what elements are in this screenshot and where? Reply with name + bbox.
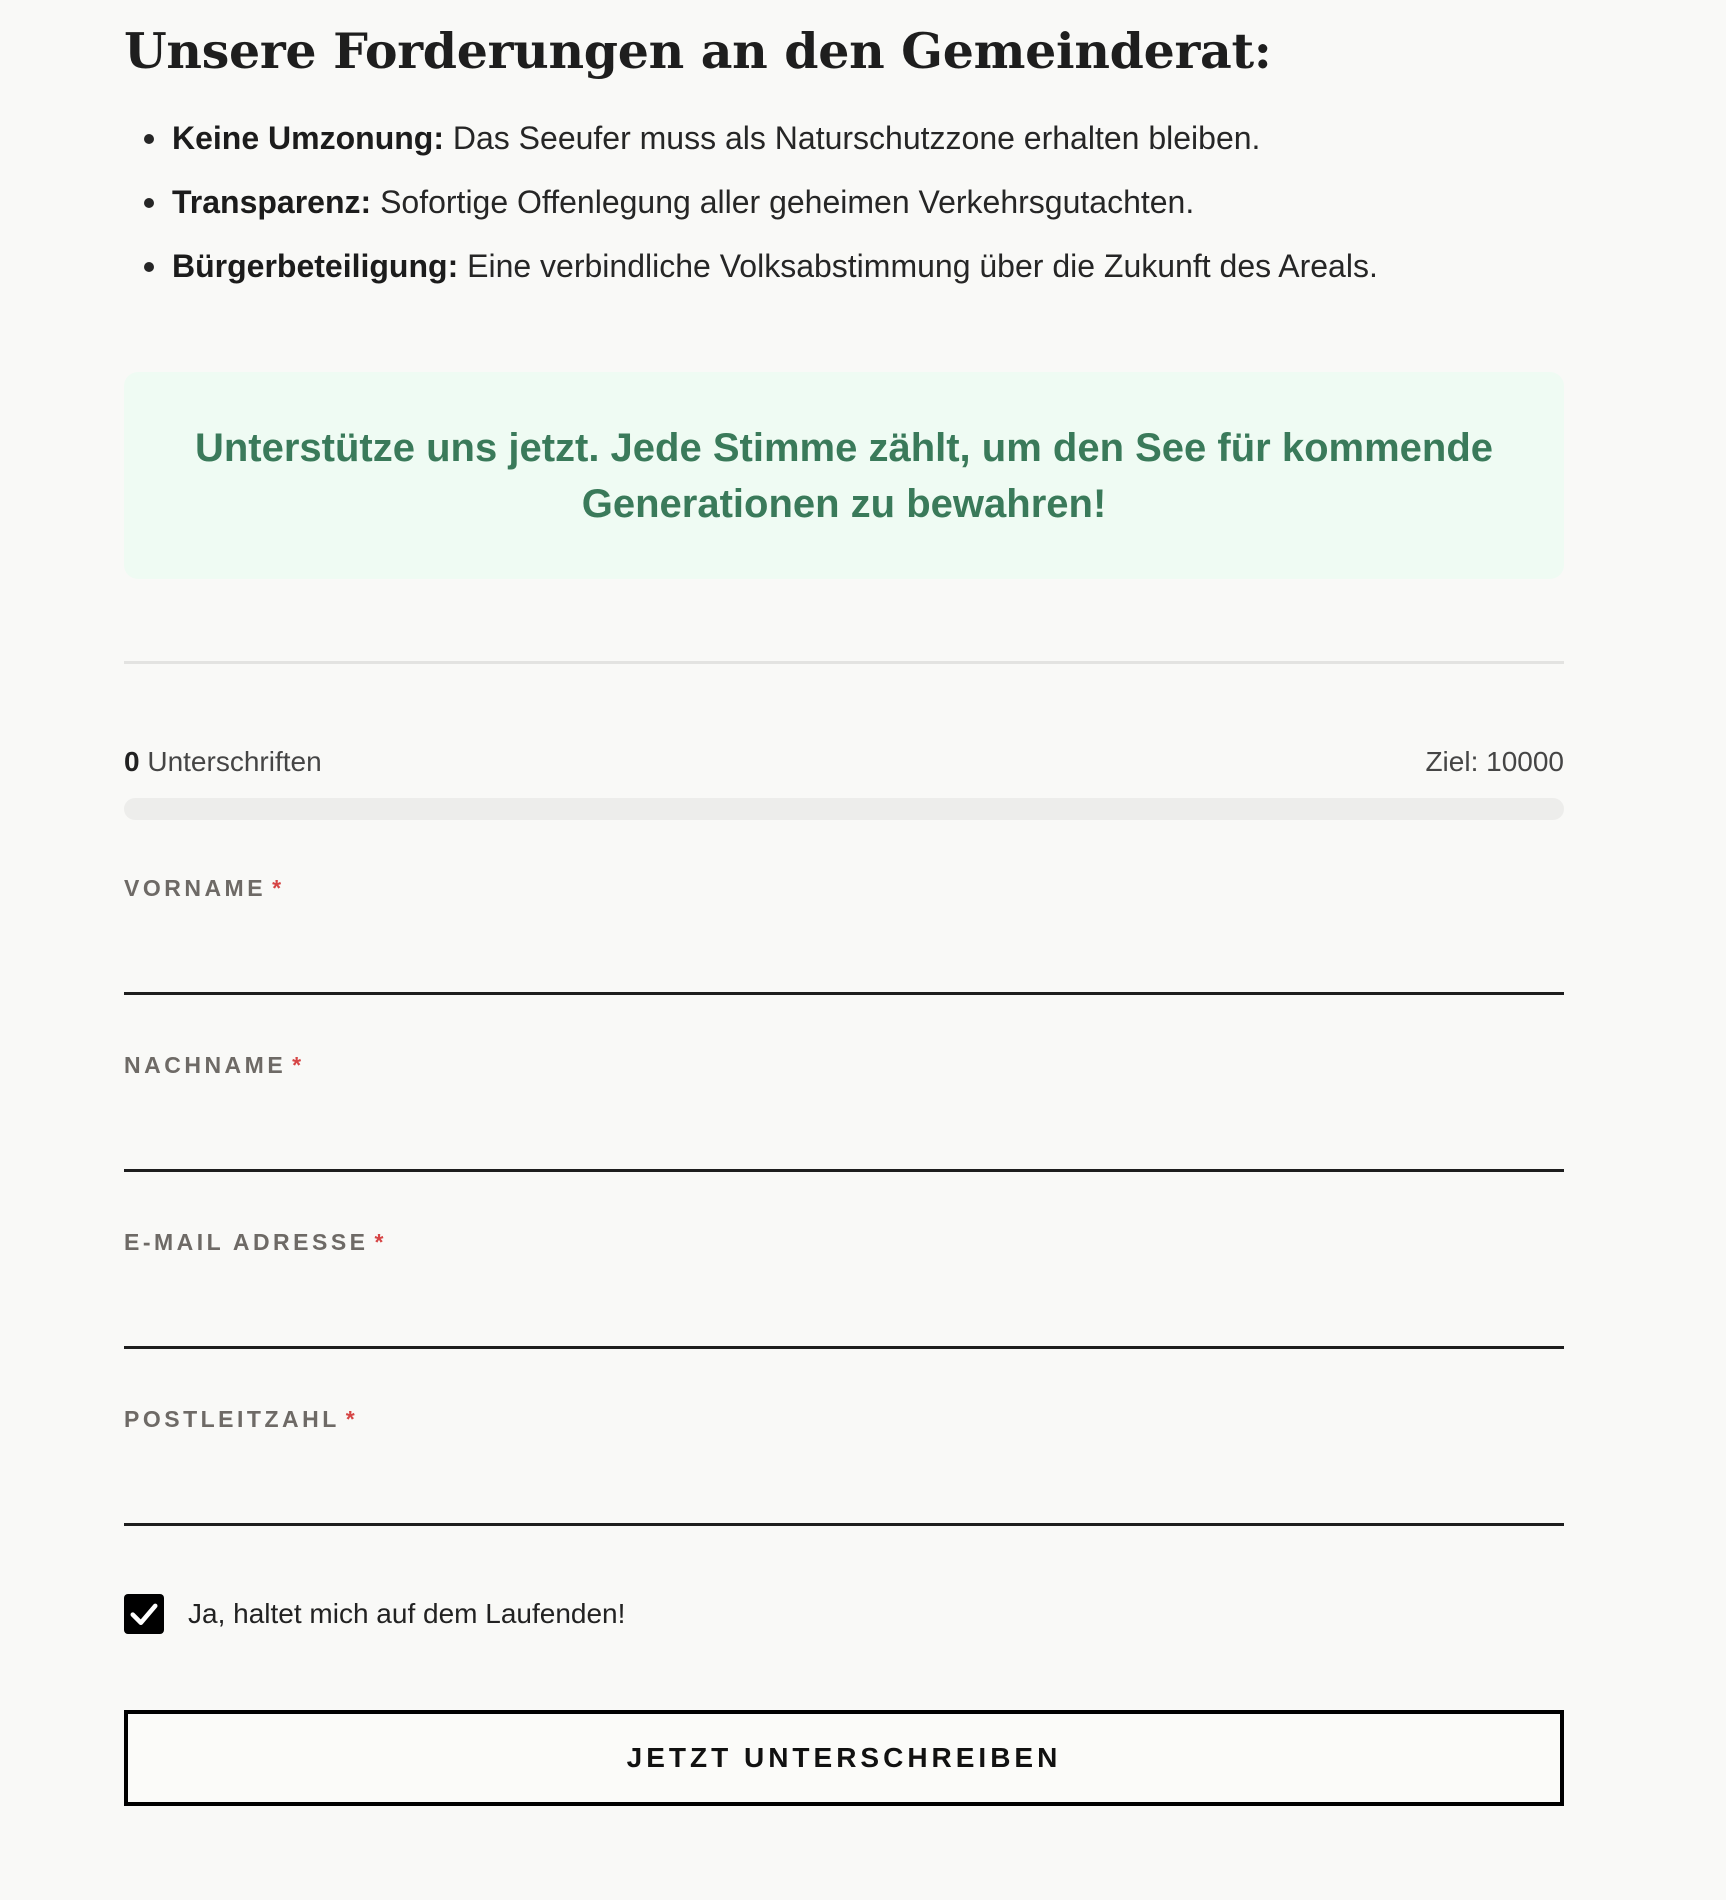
demand-text: Sofortige Offenlegung aller geheimen Verkehrsgutachten. [371,184,1195,220]
demand-text: Eine verbindliche Volksabstimmung über die Zukunft des Areals. [458,248,1378,284]
demand-title: Transparenz: [172,184,372,220]
required-marker: * [374,1229,387,1255]
petition-form [124,875,1564,1806]
list-item [124,246,1564,310]
required-marker: * [292,1052,305,1078]
signature-progress-bar [124,798,1564,820]
bullet-icon [144,134,154,144]
checkmark-icon [129,1599,159,1629]
signature-count [124,746,322,778]
signature-count-value: 0 [124,746,140,777]
postal-code-label [124,1406,1564,1433]
email-label [124,1229,1564,1256]
list-item [124,118,1564,182]
signature-stats [124,746,1564,778]
postal-code-field-group [124,1406,1564,1526]
newsletter-consent[interactable] [124,1594,1564,1634]
list-item [124,182,1564,246]
divider [124,661,1564,664]
demand-title: Bürgerbeteiligung: [172,248,459,284]
email-field-group [124,1229,1564,1349]
postal-code-label-text: POSTLEITZAHL [124,1406,340,1432]
first-name-field-group [124,875,1564,995]
postal-code-input[interactable] [124,1456,1564,1526]
last-name-label [124,1052,1564,1079]
bullet-icon [144,198,154,208]
newsletter-checkbox[interactable] [124,1594,164,1634]
page-title: Unsere Forderungen an den Gemeinderat: [124,22,1272,80]
signature-goal: Ziel: 10000 [1425,746,1564,777]
first-name-input[interactable] [124,925,1564,995]
demand-text: Das Seeufer muss als Naturschutzzone erhalten bleiben. [443,120,1261,156]
last-name-label-text: NACHNAME [124,1052,287,1078]
email-input[interactable] [124,1279,1564,1349]
required-marker: * [345,1406,359,1432]
last-name-field-group [124,1052,1564,1172]
demand-title: Keine Umzonung: [172,120,444,156]
newsletter-consent-label[interactable]: Ja, haltet mich auf dem Laufenden! [188,1598,626,1629]
signature-count-label: Unterschriften [139,746,322,777]
first-name-label-text: VORNAME [124,875,267,901]
first-name-label [124,875,1564,902]
bullet-icon [144,262,154,272]
required-marker: * [272,875,285,901]
email-label-text: E-MAIL ADRESSE [124,1229,369,1255]
callout-text: Unterstütze uns jetzt. Jede Stimme zählt, um den See für kommende Generationen zu bewahren! [194,425,1494,526]
demands-list [124,118,1564,310]
support-callout [124,372,1564,579]
last-name-input[interactable] [124,1102,1564,1172]
petition-page [124,0,1564,1806]
sign-petition-button[interactable]: JETZT UNTERSCHREIBEN [124,1710,1564,1806]
